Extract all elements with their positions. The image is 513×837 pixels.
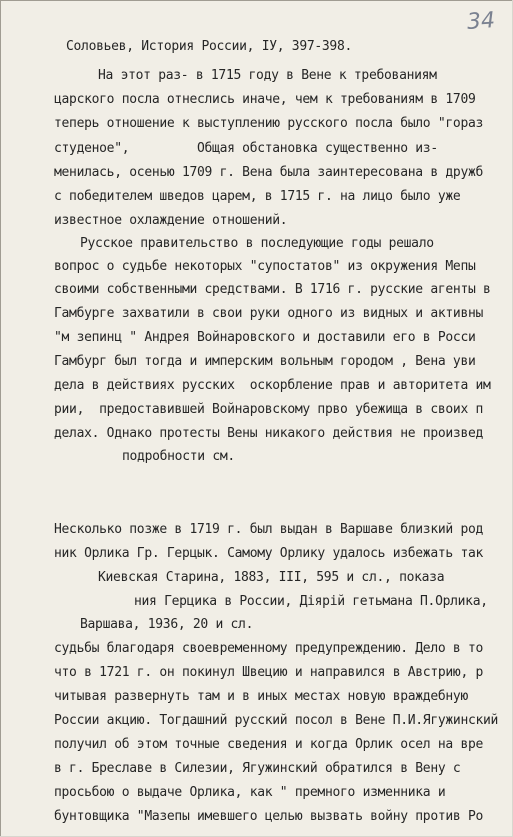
- page-number: 34: [466, 8, 496, 35]
- text-line: известное охлаждение отношений.: [54, 213, 288, 228]
- text-line: Русское правительство в последующие годы решало: [80, 236, 434, 251]
- text-line: теперь отношение к выступлению русского посла было "гораз: [54, 116, 484, 131]
- text-line: России акцию. Тогдашний русский посол в Вене П.И.Ягужинский: [54, 713, 499, 728]
- text-line: делах. Однако протесты Вены никакого действия не произвед: [54, 426, 484, 441]
- text-line: вопрос о судьбе некоторых "супостатов" из окружения Мепы: [54, 259, 476, 274]
- text-line: подробности см.: [122, 449, 235, 464]
- text-line: бунтовщика "Мазепы имевшего целью вызвать войну против Ро: [54, 809, 484, 824]
- text-line: что в 1721 г. он покинул Швецию и направился в Австрию, р: [54, 665, 484, 680]
- footnote-line: Киевская Старина, 1883, III, 595 и сл., показа: [98, 570, 445, 585]
- text-line: Гамбург был тогда и имперским вольным городом , Вена уви: [54, 354, 476, 369]
- text-line: с победителем шведов царем, в 1715 г. на лицо было уже: [54, 189, 461, 204]
- text-line: Гамбурге захватили в свои руки одного из видных и активны: [54, 306, 484, 321]
- text-line: просьбою о выдаче Орлика, как " премного изменника и: [54, 785, 446, 800]
- text-line: в г. Бреславе в Силезии, Ягужинский обратился в Вену с: [54, 761, 461, 776]
- text-line: Соловьев, История России, IУ, 397-398.: [66, 39, 353, 54]
- text-line: менилась, осенью 1709 г. Вена была заинтересована в дружб: [54, 165, 484, 180]
- text-line: На этот раз- в 1715 году в Вене к требованиям: [98, 68, 437, 83]
- text-line: Несколько позже в 1719 г. был выдан в Варшаве близкий род: [54, 522, 484, 537]
- text-line: "м зепинц " Андрея Войнаровского и доставили его в Росси: [54, 330, 476, 345]
- text-line: получил об этом точные сведения и когда Орлик осел на вре: [54, 737, 484, 752]
- text-line: ник Орлика Гр. Герцык. Самому Орлику удалось избежать так: [54, 546, 484, 561]
- text-line: дела в действиях русских оскорбление прав и авторитета им: [54, 378, 491, 393]
- text-line: царского посла отнеслись иначе, чем к требованиям в 1709: [54, 92, 476, 107]
- text-line: судьбы благодаря своевременному предупреждению. Дело в то: [54, 641, 484, 656]
- text-line: читывая развернуть там и в иных местах новую враждебную: [54, 689, 468, 704]
- text-line: рии, предоставившей Войнаровскому прво убежища в своих п: [54, 402, 484, 417]
- footnote-line: Варшава, 1936, 20 и сл.: [80, 617, 254, 632]
- text-line: своими собственными средствами. В 1716 г. русские агенты в: [54, 282, 491, 297]
- footnote-line: ния Герцика в России, Дiярiй гетьмана П.Орлика,: [134, 594, 488, 609]
- text-line: студеное", Общая обстановка существенно из-: [54, 141, 438, 156]
